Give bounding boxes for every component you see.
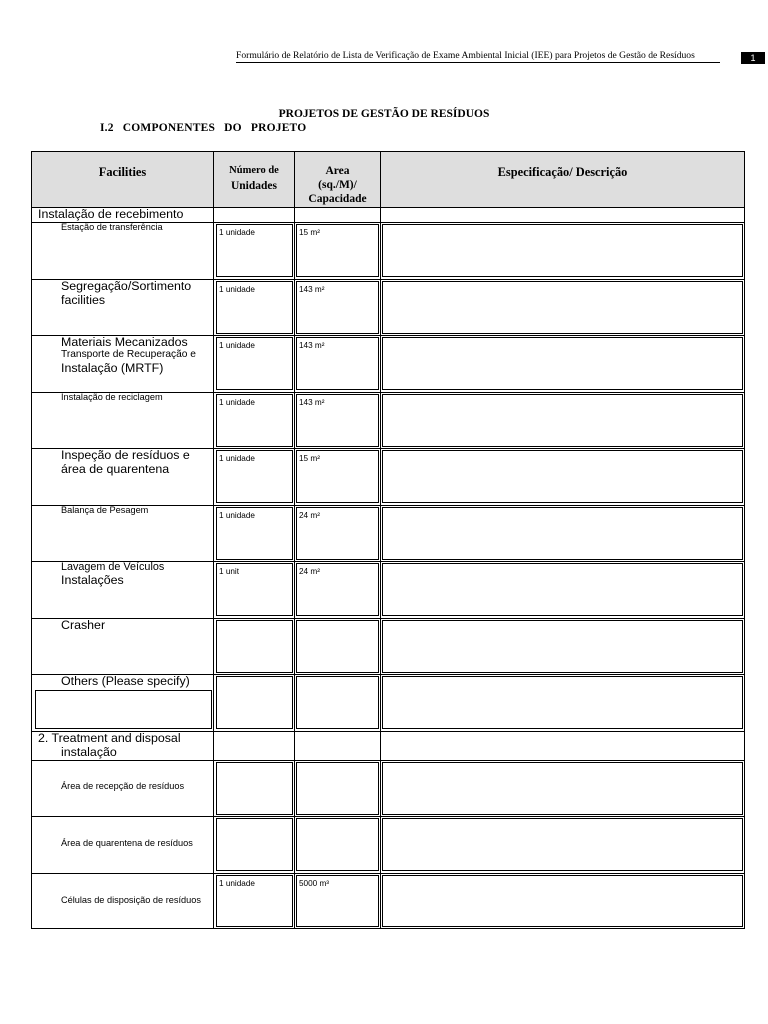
row-divider [32, 760, 744, 761]
page-number-badge: 1 [741, 52, 765, 64]
area-value: 143 m² [299, 341, 325, 350]
specification-cell-box[interactable] [382, 224, 743, 277]
units-cell-box[interactable] [216, 762, 293, 815]
page-header-text: Formulário de Relatório de Lista de Verificação de Exame Ambiental Inicial (IEE) para Projetos de Gestão de Resíduos [236, 50, 695, 61]
column-divider [294, 152, 295, 928]
header-area [295, 165, 380, 206]
header-area-line1: Area [325, 165, 350, 177]
units-cell-box[interactable] [216, 676, 293, 729]
row-label-line1: Lavagem de Veículos [61, 561, 165, 573]
units-value: 1 unit [219, 567, 240, 576]
row-label [61, 279, 191, 308]
row-label-line1: Materiais Mecanizados [61, 335, 188, 349]
area-value: 15 m² [299, 454, 320, 463]
units-value: 1 unidade [219, 454, 255, 463]
row-divider [32, 873, 744, 874]
header-rule [236, 62, 720, 63]
specification-cell-box[interactable] [382, 394, 743, 447]
area-cell-box[interactable] [296, 620, 379, 673]
area-value: 24 m² [299, 567, 320, 576]
row-label-line2: Transporte de Recuperação e [61, 349, 196, 361]
row-label-line2: área de quarentena [61, 462, 170, 477]
others-specify-input[interactable] [35, 690, 212, 729]
row-label: Others (Please specify) [61, 674, 190, 688]
specification-cell-box[interactable] [382, 620, 743, 673]
header-units [214, 165, 294, 193]
header-area-line3: Capacidade [308, 192, 367, 205]
specification-cell-box[interactable] [382, 676, 743, 729]
area-cell-box[interactable] [296, 818, 379, 871]
header-units-line1: Número de [229, 165, 279, 176]
header-units-line2: Unidades [230, 179, 278, 192]
units-value: 1 unidade [219, 511, 255, 520]
row-divider [32, 618, 744, 619]
row-label: Área de quarentena de resíduos [61, 838, 193, 848]
section-title: I.2 COMPONENTES DO PROJETO [100, 122, 307, 134]
units-value: 1 unidade [219, 341, 255, 350]
specification-cell-box[interactable] [382, 337, 743, 390]
area-value: 15 m² [299, 228, 320, 237]
row-label [61, 335, 196, 375]
row-label [61, 561, 164, 588]
units-value: 1 unidade [219, 398, 255, 407]
specification-cell-box[interactable] [382, 875, 743, 927]
row-label-line2: Instalações [61, 573, 124, 588]
area-value: 143 m² [299, 398, 325, 407]
column-divider [213, 152, 214, 928]
units-cell-box[interactable] [216, 620, 293, 673]
row-label: Crasher [61, 618, 106, 632]
row-label: Área de recepção de resíduos [61, 781, 185, 791]
specification-cell-box[interactable] [382, 563, 743, 616]
header-specification: Especificação/ Descrição [497, 165, 628, 179]
specification-cell-box[interactable] [382, 818, 743, 871]
header-area-line2: (sq./M)/ [318, 178, 357, 191]
header-facilities: Facilities [98, 165, 147, 179]
group-label-line2: instalação [61, 745, 117, 760]
document-title: PROJETOS DE GESTÃO DE RESÍDUOS [278, 108, 490, 120]
specification-cell-box[interactable] [382, 507, 743, 560]
area-cell-box[interactable] [296, 676, 379, 729]
row-divider [32, 816, 744, 817]
area-value: 5000 m³ [299, 879, 330, 888]
area-value: 24 m² [299, 511, 320, 520]
row-label: Instalação de reciclagem [61, 392, 163, 402]
row-label: Células de disposição de resíduos [61, 895, 201, 905]
row-label: Balança de Pesagem [61, 505, 149, 515]
row-label: Estação de transferência [61, 222, 163, 232]
row-label-line2: facilities [61, 293, 106, 308]
specification-cell-box[interactable] [382, 762, 743, 815]
units-value: 1 unidade [219, 228, 255, 237]
units-cell-box[interactable] [216, 818, 293, 871]
specification-cell-box[interactable] [382, 450, 743, 503]
specification-cell-box[interactable] [382, 281, 743, 334]
row-label-line3: Instalação (MRTF) [61, 360, 164, 375]
units-value: 1 unidade [219, 285, 255, 294]
area-value: 143 m² [299, 285, 325, 294]
group-label-line1: 2. Treatment and disposal [38, 731, 181, 745]
column-divider [380, 152, 381, 928]
units-value: 1 unidade [219, 879, 255, 888]
row-label-line1: Inspeção de resíduos e [61, 448, 190, 462]
row-label [61, 448, 190, 477]
row-label-line1: Segregação/Sortimento [61, 279, 192, 293]
group-treatment-disposal-label [38, 731, 181, 760]
group-receiving-facility-label: Instalação de recebimento [38, 207, 184, 221]
area-cell-box[interactable] [296, 762, 379, 815]
